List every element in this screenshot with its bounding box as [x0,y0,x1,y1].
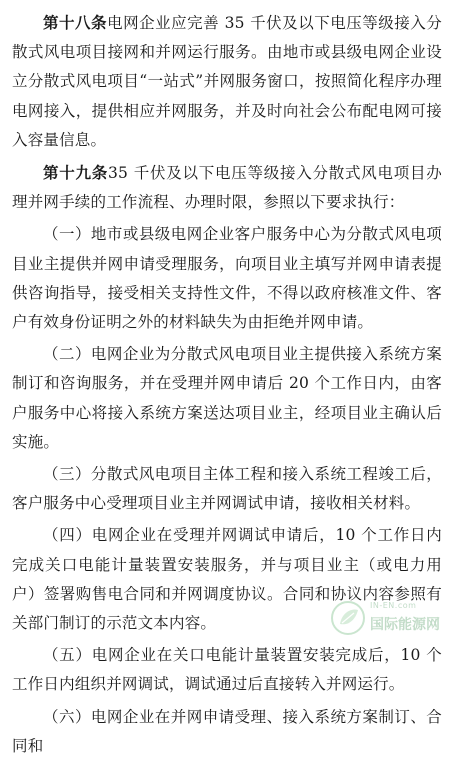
item-5: （五）电网企业在关口电能计量装置安装完成后，10 个工作日内组织并网调试，调试通过后直接转入并网运行。 [12,646,442,694]
article-18-heading: 第十八条 [43,13,108,32]
article-18 [12,8,442,155]
item-3: （三）分散式风电项目主体工程和接入系统工程竣工后，客户服务中心受理项目业主并网调试申请，接收相关材料。 [12,465,442,513]
watermark-name: 国际能源网 [370,617,440,633]
item-2: （二）电网企业为分散式风电项目业主提供接入系统方案制订和咨询服务，并在受理并网申请后 20 个工作日内，由客户服务中心将接入系统方案送达项目业主，经项目业主确认后实施。 [12,345,442,451]
article-18-body: 电网企业应完善 35 千伏及以下电压等级接入分散式风电项目接网和并网运行服务。由地市或县级电网企业设立分散式风电项目“一站式”并网服务窗口，按照简化程序办理电网接入，提供相应并网服务，并及时向社会公布配电网可接入容量信息。 [12,14,442,149]
item-1: （一）地市或县级电网企业客户服务中心为分散式风电项目业主提供并网申请受理服务，向项目业主填写并网申请表提供咨询指导，接受相关支持性文件，不得以政府核准文件、客户有效身份证明之外的材料缺失为由拒绝并网申请。 [12,225,442,332]
item-6: （六）电网企业在并网申请受理、接入系统方案制订、合同和 [12,707,442,755]
item-4: （四）电网企业在受理并网调试申请后，10 个工作日内完成关口电能计量装置安装服务，并与项目业主（或电力用户）签署购售电合同和并网调度协议。合同和协议内容参照有关部门制订的示范文本内容。 [12,526,442,633]
article-19-body: 35 千伏及以下电压等级接入分散式风电项目办理并网手续的工作流程、办理时限，参照以下要求执行： [12,164,442,212]
article-19-heading: 第十九条 [43,163,108,183]
article-19 [12,158,442,217]
watermark-domain: IN-EN.com [370,601,417,610]
